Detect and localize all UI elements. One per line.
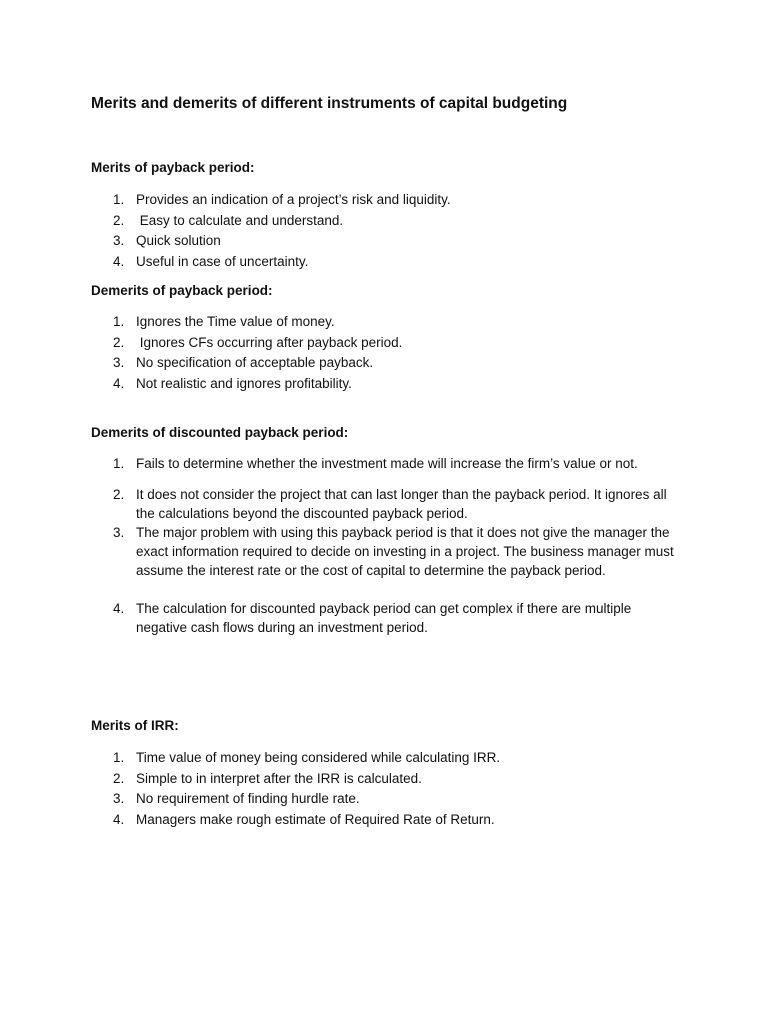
list-item-number: 4. (113, 375, 125, 391)
merits-payback-list (0, 190, 560, 272)
list-item (0, 312, 560, 333)
section-heading-merits-irr: Merits of IRR: (91, 718, 179, 733)
demerits-discounted-payback-list (0, 454, 678, 637)
list-item-number: 1. (113, 456, 125, 471)
list-item-number: 4. (113, 811, 125, 827)
list-item (0, 810, 560, 831)
list-item-text: No requirement of finding hurdle rate. (136, 791, 360, 806)
list-item-text: Quick solution (136, 233, 221, 248)
section-heading-demerits-payback: Demerits of payback period: (91, 283, 273, 298)
section-heading-demerits-discounted-payback: Demerits of discounted payback period: (91, 425, 349, 440)
list-item (0, 523, 678, 599)
list-item-text: Ignores the Time value of money. (136, 314, 335, 329)
list-item (0, 789, 560, 810)
list-item-text: Useful in case of uncertainty. (136, 253, 309, 269)
list-item (0, 211, 560, 232)
list-item-text: It does not consider the project that can last longer than the payback period. It ignores all the calculations beyond the discounted payback period. (136, 487, 671, 521)
list-item-number: 2. (113, 212, 125, 228)
list-item (0, 769, 560, 790)
list-item (0, 374, 560, 395)
merits-irr-list (0, 748, 560, 830)
list-item-number: 4. (113, 253, 125, 269)
list-item-number: 3. (113, 791, 125, 806)
list-item-number: 2. (113, 770, 125, 786)
list-item-number: 2. (113, 487, 125, 502)
list-item-text: Easy to calculate and understand. (136, 212, 344, 228)
list-item (0, 190, 560, 211)
list-item (0, 333, 560, 354)
list-item (0, 485, 671, 523)
list-item (0, 454, 638, 485)
list-item (0, 748, 560, 769)
document-title: Merits and demerits of different instruments of capital budgeting (91, 95, 568, 112)
list-item-text: No specification of acceptable payback. (136, 355, 374, 370)
list-item-number: 3. (113, 355, 125, 370)
list-item-number: 3. (113, 525, 125, 540)
list-item-text: Provides an indication of a project’s risk and liquidity. (136, 192, 451, 207)
section-heading-merits-payback: Merits of payback period: (91, 160, 255, 175)
list-item-number: 2. (113, 334, 125, 350)
list-item (0, 353, 560, 374)
list-item-number: 1. (113, 314, 125, 329)
list-item (0, 252, 560, 273)
list-item-text: Time value of money being considered while calculating IRR. (136, 750, 501, 765)
list-item-text: The major problem with using this payback period is that it does not give the manager the exact information required to decide on investing in a project. The business manager must assume the interest rate or the cost of capital to determine the payback period. (136, 525, 678, 578)
demerits-payback-list (0, 312, 560, 394)
list-item-number: 4. (113, 601, 125, 616)
list-item-text: Simple to in interpret after the IRR is calculated. (136, 770, 422, 786)
list-item-text: Ignores CFs occurring after payback period. (136, 334, 403, 350)
list-item-number: 3. (113, 233, 125, 248)
list-item (0, 231, 560, 252)
list-item (0, 599, 636, 637)
list-item-text: Not realistic and ignores profitability. (136, 375, 352, 391)
list-item-number: 1. (113, 192, 125, 207)
list-item-text: The calculation for discounted payback period can get complex if there are multiple negative cash flows during an investment period. (136, 601, 636, 635)
list-item-number: 1. (113, 750, 125, 765)
list-item-text: Managers make rough estimate of Required Rate of Return. (136, 811, 495, 827)
list-item-text: Fails to determine whether the investment made will increase the firm’s value or not. (136, 456, 638, 471)
